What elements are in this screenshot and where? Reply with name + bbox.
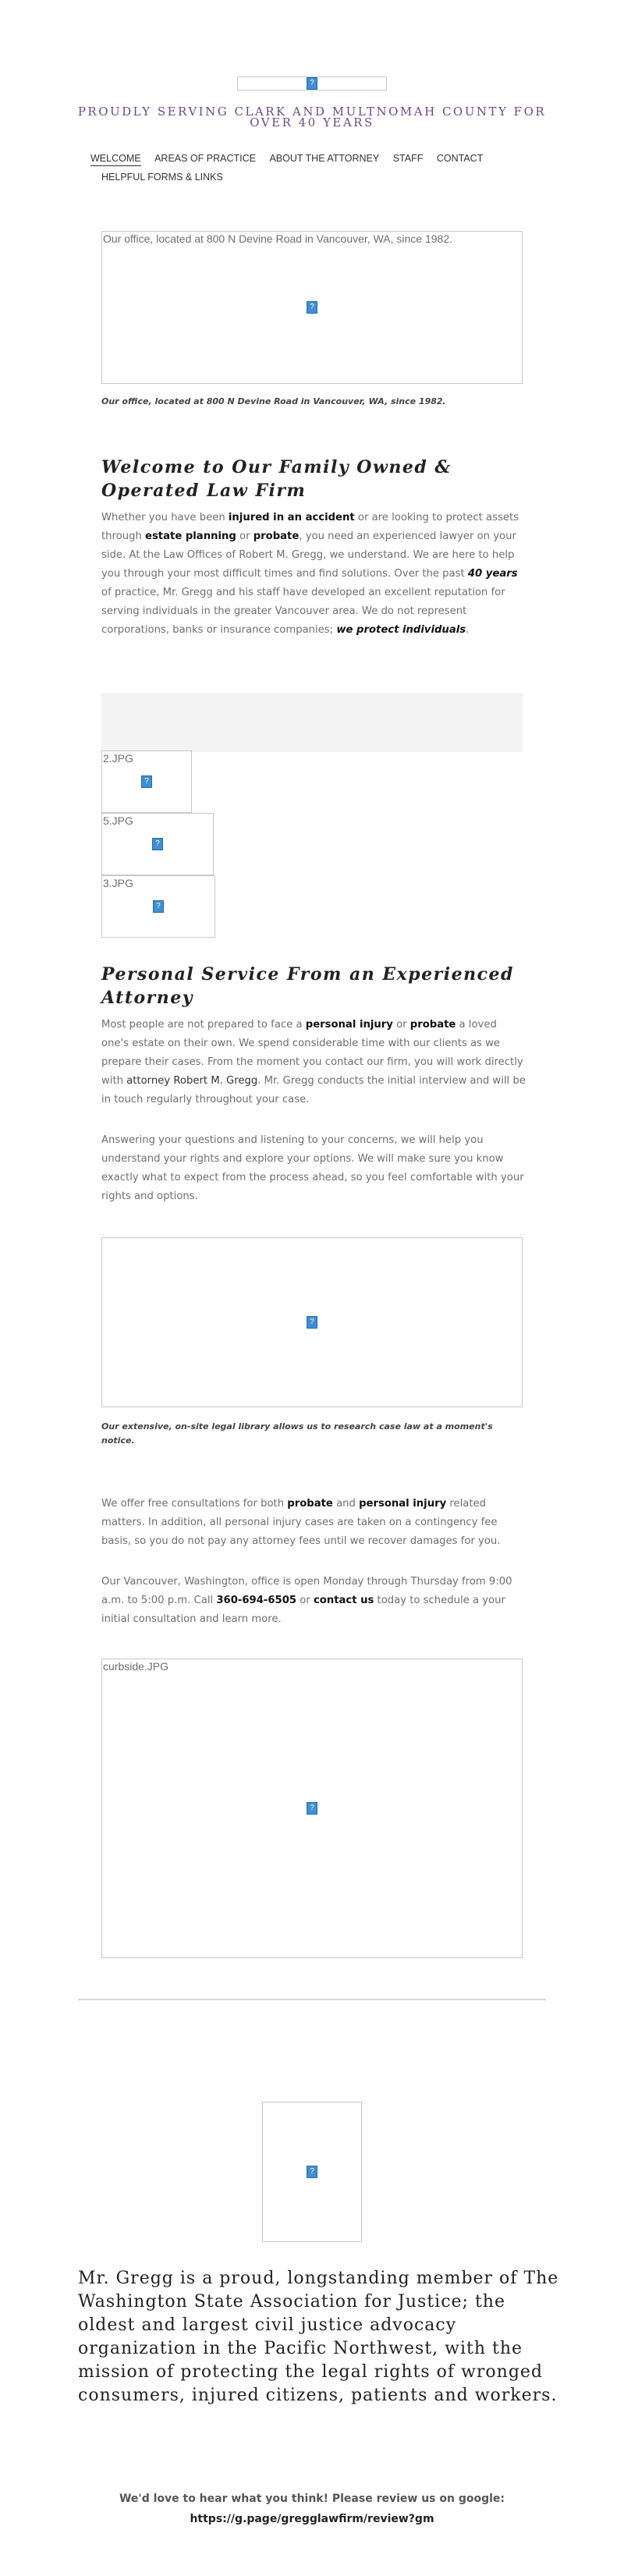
gallery-image-alt: 2.JPG xyxy=(103,752,133,765)
gallery-image-3[interactable] xyxy=(101,875,215,938)
gallery-image-2[interactable] xyxy=(101,750,192,813)
logo-image[interactable] xyxy=(237,76,387,90)
office-image-alt: Our office, located at 800 N Devine Road in Vancouver, WA, since 1982. xyxy=(103,232,452,245)
membership-statement: Mr. Gregg is a proud, longstanding member of The Washington State Association for Justice; the oldest and largest civil justice advocacy organization in the Pacific Northwest, with the mission of protecting the legal rights of wronged consumers, injured citizens, patients and workers. xyxy=(78,2269,559,2405)
gallery-band xyxy=(101,693,523,752)
library-image xyxy=(101,1237,523,1407)
broken-image-icon: ? xyxy=(307,1316,317,1329)
broken-image-icon: ? xyxy=(152,838,163,850)
contact-us-link[interactable]: contact us xyxy=(313,1595,374,1606)
curbside-image xyxy=(101,1659,523,1958)
gallery-image-alt: 3.JPG xyxy=(103,877,133,889)
nav-item-staff[interactable]: STAFF xyxy=(392,153,424,164)
gallery-image-alt: 5.JPG xyxy=(103,814,133,827)
broken-image-icon: ? xyxy=(307,77,317,90)
curbside-image-alt: curbside.JPG xyxy=(103,1660,169,1673)
association-logo-image[interactable] xyxy=(262,2102,362,2242)
service-heading: Personal Service From an Experienced Attorney xyxy=(101,964,514,1008)
library-caption: Our extensive, on-site legal library allows us to research case law at a moment's notice. xyxy=(101,1421,493,1446)
header-tagline: PROUDLY SERVING CLARK AND MULTNOMAH COUNTY FOR OVER 40 YEARS xyxy=(77,105,547,130)
welcome-paragraph: Whether you have been injured in an accident or are looking to protect assets through estate planning or probate, you need an experienced lawyer on your side. At the Law Offices of Robert M. Gregg, we understand. We are here to help you through your most difficult times and find solutions. Over the past 40 years of practice, Mr. Gregg and his staff have developed an excellent reputation for serving individuals in the greater Vancouver area. We do not represent corporations, banks or insurance companies; we protect individuals. xyxy=(101,512,519,636)
nav-item-contact[interactable]: CONTACT xyxy=(436,153,484,164)
consult-paragraph-2: Our Vancouver, Washington, office is open Monday through Thursday from 9:00 a.m. to 5:00 p.m. Call 360-694-6505 or contact us today to schedule a your initial consultation and learn more. xyxy=(101,1576,512,1625)
office-image xyxy=(101,231,523,384)
gallery-image-5[interactable] xyxy=(101,813,214,875)
nav-item-helpful-forms-links[interactable]: HELPFUL FORMS & LINKS xyxy=(101,172,223,183)
broken-image-icon: ? xyxy=(307,2166,317,2178)
review-link[interactable]: https://g.page/gregglawfirm/review?gm xyxy=(190,2513,434,2525)
nav-item-welcome[interactable]: WELCOME xyxy=(90,153,141,166)
broken-image-icon: ? xyxy=(141,775,152,788)
nav-item-about-the-attorney[interactable]: ABOUT THE ATTORNEY xyxy=(269,153,380,164)
broken-image-icon: ? xyxy=(307,1802,317,1815)
section-divider xyxy=(78,1999,546,2000)
phone-link[interactable]: 360-694-6505 xyxy=(216,1595,297,1606)
nav-item-areas-of-practice[interactable]: AREAS OF PRACTICE xyxy=(154,153,256,164)
service-paragraph-2: Answering your questions and listening to your concerns, we will help you understand your rights and explore your options. We will make sure you know exactly what to expect from the process ahead, so you feel comfortable with your rights and options. xyxy=(101,1134,524,1202)
consult-paragraph-1: We offer free consultations for both probate and personal injury related matters. In addition, all personal injury cases are taken on a contingency fee basis, so you do not pay any attorney fees until we recover damages for you. xyxy=(101,1498,501,1547)
service-paragraph-1: Most people are not prepared to face a personal injury or probate a loved one's estate on their own. We spend considerable time with our clients as we prepare their cases. From the moment you contact our firm, you will work directly with attorney Robert M. Gregg. Mr. Gregg conducts the initial interview and will be in touch regularly throughout your case. xyxy=(101,1019,526,1105)
broken-image-icon: ? xyxy=(307,301,317,314)
broken-image-icon: ? xyxy=(153,900,164,913)
welcome-heading: Welcome to Our Family Owned & Operated Law Firm xyxy=(101,457,452,501)
office-caption: Our office, located at 800 N Devine Road in Vancouver, WA, since 1982. xyxy=(101,396,446,406)
review-prompt: We'd love to hear what you think! Please review us on google: xyxy=(119,2493,505,2505)
review-block xyxy=(78,2489,546,2529)
